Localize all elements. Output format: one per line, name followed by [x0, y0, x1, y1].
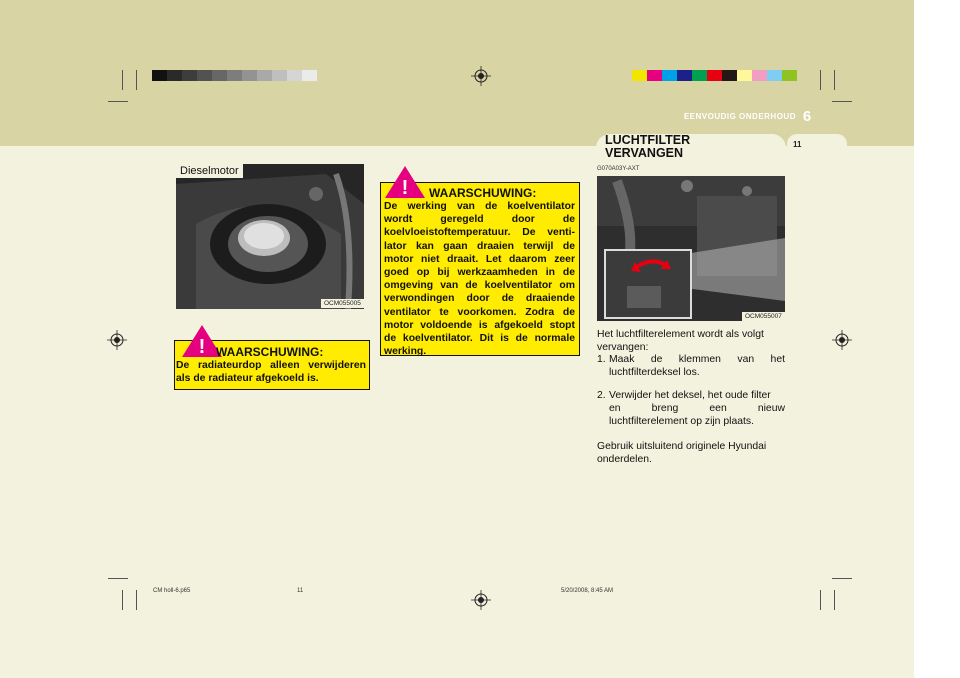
air-filter-photo: [597, 176, 785, 321]
crop-mark: [820, 590, 821, 610]
color-swatch: [662, 70, 677, 81]
crop-mark: [820, 70, 821, 90]
crop-mark: [108, 101, 128, 102]
step-item: 2. Verwijder het deksel, het oude filter en breng een nieuw luchtfilterelement op zijn plaats.: [597, 390, 785, 427]
color-swatch: [752, 70, 767, 81]
section-label: EENVOUDIG ONDERHOUD: [683, 112, 796, 121]
gray-color-bar: [152, 70, 317, 81]
color-swatch: [212, 70, 227, 81]
crop-mark: [122, 70, 123, 90]
document-code: G070A03Y-AXT: [597, 166, 640, 172]
color-swatch: [647, 70, 662, 81]
registration-mark-icon: [107, 330, 127, 350]
color-swatch: [632, 70, 647, 81]
color-swatch: [257, 70, 272, 81]
engine-bay-image: [176, 164, 364, 309]
note-text: Gebruik uitsluitend originele Hyundai onderdelen.: [597, 441, 767, 465]
color-swatch: [722, 70, 737, 81]
color-swatch: [242, 70, 257, 81]
footer-filename: CM holl-6.p65: [153, 588, 191, 594]
chapter-number: 6: [802, 108, 812, 125]
footer-page: 11: [297, 588, 304, 594]
photo-code: OCM055005: [321, 299, 364, 308]
page-number: 11: [793, 140, 802, 149]
color-swatch: [152, 70, 167, 81]
svg-text:!: !: [401, 177, 409, 199]
crop-mark: [832, 101, 852, 102]
color-swatch: [302, 70, 317, 81]
warning-title: WAARSCHUWING:: [216, 345, 324, 359]
color-calibration-bar: [632, 70, 797, 81]
crop-mark: [834, 70, 835, 90]
svg-text:!: !: [198, 336, 206, 358]
crop-mark: [136, 70, 137, 90]
crop-mark: [136, 590, 137, 610]
color-swatch: [167, 70, 182, 81]
color-swatch: [692, 70, 707, 81]
color-swatch: [272, 70, 287, 81]
page-margin: [914, 0, 960, 678]
crop-mark: [832, 578, 852, 579]
crop-mark: [122, 590, 123, 610]
color-swatch: [182, 70, 197, 81]
photo-label: Dieselmotor: [176, 164, 243, 178]
crop-mark: [834, 590, 835, 610]
registration-mark-icon: [471, 66, 491, 86]
color-swatch: [677, 70, 692, 81]
radiator-cap-photo: [176, 164, 364, 309]
color-swatch: [197, 70, 212, 81]
photo-code: OCM055007: [742, 312, 785, 321]
color-swatch: [227, 70, 242, 81]
registration-mark-icon: [832, 330, 852, 350]
footer-date: 5/20/2008, 8:45 AM: [561, 588, 614, 594]
color-swatch: [707, 70, 722, 81]
color-swatch: [767, 70, 782, 81]
color-swatch: [737, 70, 752, 81]
registration-mark-icon: [471, 590, 491, 610]
crop-mark: [108, 578, 128, 579]
step-item: 1. Maak de klemmen van het luchtfilterdeksel los.: [597, 354, 785, 378]
intro-text: Het luchtfilterelement wordt als volgt vervangen:: [597, 329, 764, 353]
warning-text: De werking van de koelventilator wordt geregeld door de koelvloeistoftemperatuur. De venti- lator kan gaan draaien terwijl de motor niet draait. Let daarom zeer goed op bij werkzaamheden in de omgeving van de koelventilator om verwondingen door de draaiende ventilator te voorkomen. Zodra de motor voldoende is afgekoeld stopt de koelventilator. Dit is de normale werking.: [384, 201, 575, 358]
color-swatch: [782, 70, 797, 81]
color-swatch: [287, 70, 302, 81]
warning-triangle-icon: [384, 165, 426, 199]
warning-text: De radiateurdop alleen verwijderen als de radiateur afgekoeld is.: [176, 360, 366, 385]
section-title: LUCHTFILTER VERVANGEN: [605, 133, 691, 160]
air-filter-image: [597, 176, 785, 321]
warning-title: WAARSCHUWING:: [429, 186, 537, 200]
